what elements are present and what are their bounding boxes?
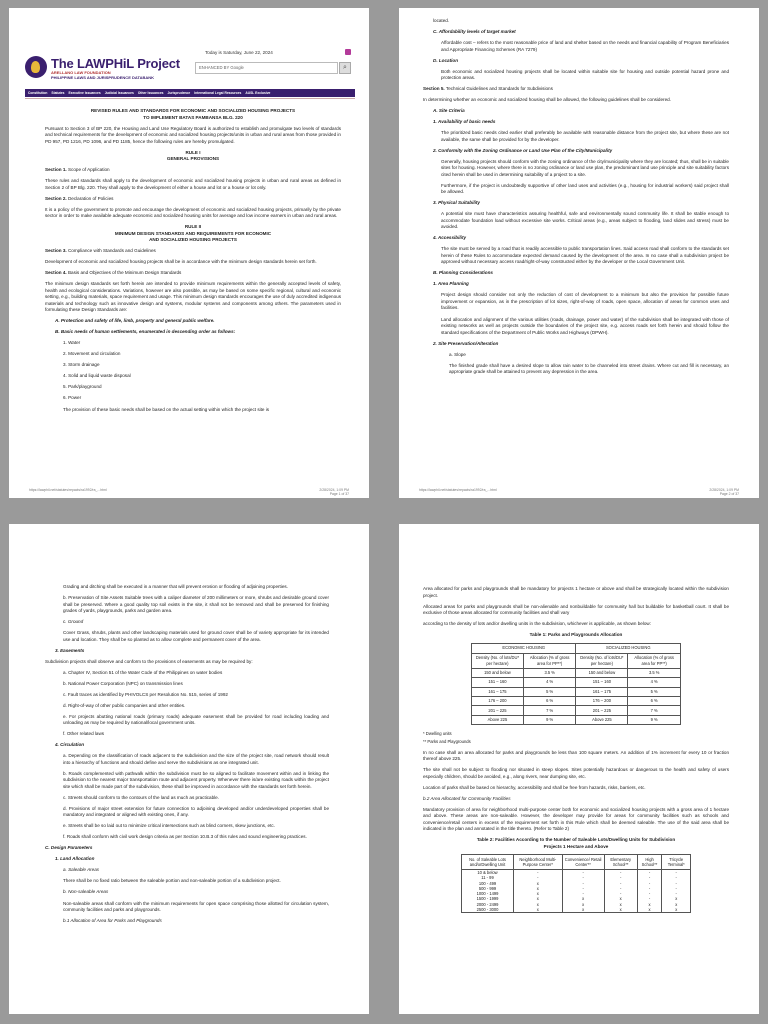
table-cell: x: [514, 907, 563, 913]
site-header: [25, 46, 355, 90]
table-cell: -: [562, 886, 604, 891]
table-cell: -: [662, 869, 691, 875]
table-cell: -: [637, 881, 662, 886]
section-heading: Section 3. Compliance with Standards and Guidelines: [45, 248, 156, 254]
search-button[interactable]: ⌕: [339, 62, 351, 74]
rule-heading: RULE I: [185, 149, 201, 155]
paragraph: The site must be served by a road that is readily accessible to public transportation lines. Said access road shall conform to the standards set herein of these Rules to accommodate expected demand caused by the development of the area. In no case shall a subdivision project be approved without necessary access road/right-of-way constructed either by the developer or the Local Government Unit.: [441, 246, 729, 265]
home-icon[interactable]: [345, 49, 351, 55]
table-header: ECONOMIC HOUSING: [472, 644, 576, 653]
table-cell: -: [637, 875, 662, 880]
table-cell: x: [662, 902, 691, 907]
nav-item[interactable]: Executive Issuances: [68, 91, 101, 95]
brand-tagline: PHILIPPINE LAWS AND JURISPRUDENCE DATABANK: [51, 75, 155, 80]
list-item: 3. Storm drainage: [63, 362, 100, 368]
table-header: Convenience/ Retail Center**: [562, 855, 604, 870]
paragraph: b. Preservation of Site Assets Suitable trees with a caliper diameter of 200 millimeters or more, shrubs and desirable ground cover shall be preserved. Where a good quality top soil exists in the site, it shall not be removed and shall be preserved for finishing grades of yards, playgrounds, parks and garden area.: [63, 595, 329, 614]
table-header: Allocation (% of gross area for PP**): [628, 653, 681, 668]
table-cell: 201 – 225: [576, 706, 628, 715]
paragraph: It is a policy of the government to promote and encourage the development of economic and socialized housing projects, primarily by the private sector in order to make available adequate economic and socialized housing units for average and low income earners in urban and rural areas.: [45, 206, 341, 219]
doc-title: REVISED RULES AND STANDARDS FOR ECONOMIC AND SOCIALIZED HOUSING PROJECTS: [90, 108, 296, 113]
subheading: 1. Availability of basic needs: [433, 119, 496, 125]
list-item: d. Right-of-way of other public companies and other entities.: [63, 702, 186, 708]
parks-allocation-table: [471, 643, 681, 725]
subheading: 1. Area Planning: [433, 281, 469, 287]
list-item: c. Streets should conform to the contours of the land as much as practicable.: [63, 794, 220, 800]
list-item: 4. Solid and liquid waste disposal: [63, 373, 131, 379]
page-footer: [419, 488, 739, 496]
brand-subtitle: ARELLANO LAW FOUNDATION: [51, 70, 111, 75]
list-item: 5. Park/playground: [63, 384, 102, 390]
list-item: a. Depending on the classification of roads adjacent to the subdivision and the size of the project site, road network should result into a hierarchy of functions and should define and serve the subdivisions as one integrated unit.: [63, 753, 329, 765]
paragraph: Area allocated for parks and playgrounds shall be mandatory for projects 1 hectare or above and shall be strategically located within the subdivision project.: [423, 586, 729, 598]
table-cell: 2000 - 2499: [462, 902, 514, 907]
subheading: B. Planning Considerations: [433, 270, 493, 276]
list-item: f. Other related laws: [63, 731, 105, 737]
subheading: 3. Physical Suitability: [433, 200, 480, 206]
table-cell: Above 225: [576, 715, 628, 724]
list-item: e. Streets shall be so laid out to minimize critical intersections such as blind corners, skew junctions, etc.: [63, 823, 275, 829]
page-4-body: [423, 586, 729, 913]
table-cell: x: [562, 896, 604, 901]
paragraph: Both economic and socialized housing projects shall be located within suitable site for housing and outside potential hazard prone and protection areas.: [441, 68, 729, 81]
table-cell: x: [662, 907, 691, 913]
table-cell: x: [514, 886, 563, 891]
paragraph: The finished grade shall have a desired slope to allow rain water to be channeled into street drains. Where cut and fill is necessary, an appropriate grade shall be attained to prevent any depression in the area.: [449, 362, 729, 375]
table-cell: x: [604, 907, 637, 913]
table-body: [462, 869, 691, 913]
table-cell: 1000 - 1499: [462, 891, 514, 896]
table-header: Density (No. of lots/DU* per hectare): [576, 653, 628, 668]
paragraph: Cover Grass, shrubs, plants and other landscaping materials used for ground cover shall be of variety appropriate for its intended use and location. They shall be so planted as to allow complete and permanent cover of the area.: [63, 630, 329, 642]
table-header: Allocation (% of gross area for PP**): [523, 653, 576, 668]
subheading: A. Protection and safety of life, limb, property and general public welfare.: [55, 318, 215, 324]
paragraph: Location of parks shall be based on hierarchy, accessibility and shall be free from hazards, risks, barriers, etc.: [423, 784, 646, 790]
list-item: e. For projects abutting national roads (primary roads) adequate easement shall be provided for road including loading and unloading as may be required by national/local government units.: [63, 713, 329, 726]
table-cell: 176 – 200: [576, 696, 628, 705]
subheading: 2. Conformity with the Zoning Ordinance or Land Use Plan of the City/Municipality: [433, 147, 613, 153]
paragraph: The provision of these basic needs shall be based on the actual setting within which the project site is: [63, 406, 270, 412]
table-cell: 150 and below: [576, 668, 628, 677]
table-cell: -: [562, 869, 604, 875]
footer-page: Page 2 of 37: [719, 492, 739, 496]
table-title: Table 1: Parks and Playgrounds Allocation: [529, 632, 623, 638]
table-cell: -: [637, 886, 662, 891]
table-cell: -: [637, 896, 662, 901]
nav-item[interactable]: Statutes: [51, 91, 65, 95]
today-date: Today is Saturday, June 22, 2024: [205, 50, 273, 55]
list-item: f. Roads shall conform with civil work design criteria as per Section 10.B.3 of this rules and sound engineering practices.: [63, 834, 307, 840]
footer-date: 2/28/2024, 1:09 PM: [709, 488, 739, 492]
lawphil-logo-icon[interactable]: [25, 56, 47, 78]
table-cell: 151 – 160: [472, 678, 524, 687]
subheading: B. Basic needs of human settlements, enumerated in descending order as follows:: [55, 329, 236, 335]
paragraph: according to the density of lots and/or dwelling units in the subdivision, whichever is applicable, as shown below:: [423, 621, 652, 627]
subheading: 4. Circulation: [55, 742, 85, 748]
table-cell: -: [637, 869, 662, 875]
nav-item[interactable]: Constitution: [28, 91, 48, 95]
page-2-body: [423, 18, 729, 380]
subheading: C. Affordability levels of target market: [433, 29, 516, 35]
table-cell: 4 %: [628, 678, 681, 687]
table-header: Density (No. of lots/DU* per hectare): [472, 653, 524, 668]
table-cell: 100 - 499: [462, 881, 514, 886]
rule-title: GENERAL PROVISIONS: [166, 156, 220, 162]
table-header: Tricycle Terminal*: [662, 855, 691, 870]
footer-url[interactable]: https://lawphil.net/statutes/repacts/ra1992/ra_...html: [29, 488, 107, 492]
table-cell: 150 and below: [472, 668, 524, 677]
list-item: 2. Movement and circulation: [63, 351, 121, 357]
paragraph: The minimum design standards set forth herein are intended to provide minimum requirements within the generally accepted levels of safety, health and ecological considerations. Variations, however are also possible, as may be based on some specific regional, cultural and economic setting, e.g., building materials, space requirement and usage. This minimum design standards encourages the use of duly accredited indigenous materials and technology such as innovative design and systems, modular systems and components among others. The parameters used in formulating these Design Standards are:: [45, 281, 341, 313]
list-item: a. Slope: [449, 351, 466, 357]
table-cell: x: [662, 896, 691, 901]
table-cell: 151 – 160: [576, 678, 628, 687]
table-cell: x: [514, 896, 563, 901]
table-cell: 6 %: [523, 696, 576, 705]
paragraph: Grading and ditching shall be executed in a manner that will prevent erosion or flooding of adjoining properties.: [63, 584, 288, 589]
table-cell: -: [514, 875, 563, 880]
subheading: 1. Land Allocation: [55, 856, 95, 862]
paragraph: These rules and standards shall apply to the development of economic and socialized housing projects in urban and rural areas as defined in Section 2 of BP Blg. 220. They shall apply to the development of either a house and lot or a house or lot only.: [45, 178, 341, 190]
list-item: b. National Power Corporation (NPC) on transmission lines: [63, 680, 183, 686]
paragraph: Land allocation and alignment of the various utilities (roads, drainage, power and water) of the subdivision shall be integrated with those of existing networks as well as projects outside the boundaries of the project site, e.g. access roads set forth herein and should follow the standard specifications of the Department of Public Works and Highways (DPWH).: [441, 316, 729, 335]
table-cell: 5 %: [523, 687, 576, 696]
table-cell: 9 %: [523, 715, 576, 724]
table-row: [472, 687, 681, 696]
section-heading: Section 5. Technical Guidelines and Standards for Subdivisions: [423, 86, 553, 92]
section-heading: Section 2. Declaration of Policies: [45, 195, 114, 201]
subheading: a. Saleable Areas: [63, 867, 100, 873]
subheading: b.1 Allocation of Area for Parks and Playgrounds: [63, 918, 162, 924]
table-header: Elementary School**: [604, 855, 637, 870]
table-cell: -: [662, 886, 691, 891]
subheading: b. Non-saleable Areas: [63, 889, 109, 895]
nav-bar: [25, 89, 355, 97]
table-cell: -: [604, 875, 637, 880]
subheading: D. Location: [433, 57, 459, 63]
paragraph: Subdivision projects shall observe and conform to the provisions of easements as may be required by:: [45, 658, 253, 664]
table-row: [472, 706, 681, 715]
table-cell: 176 – 200: [472, 696, 524, 705]
subheading: b.2 Area Allocated for Community Facilities: [423, 795, 511, 801]
table-cell: 9 %: [628, 715, 681, 724]
table-cell: 161 – 175: [472, 687, 524, 696]
table-cell: 3.5 %: [628, 668, 681, 677]
table-cell: -: [662, 875, 691, 880]
table-cell: x: [562, 907, 604, 913]
table-cell: x: [562, 902, 604, 907]
table-title-2: Projects 1 Hectare and Above: [543, 843, 609, 849]
search-input[interactable]: ENHANCED BY Google: [195, 62, 338, 74]
facilities-table: [461, 854, 691, 913]
list-item: 6. Power: [63, 395, 82, 401]
table-cell: 11 - 99: [462, 875, 514, 880]
paragraph: In no case shall an area allocated for parks and playgrounds be less than 100 square meters. An addition of 1% increment for every 10 or fraction thereof above 225.: [423, 749, 729, 762]
page-3-body: [45, 584, 329, 929]
paragraph: The prioritized basic needs cited earlier shall preferably be available with reasonable distance from the project site, but where these are not available, the same shall be provided for by the developer.: [441, 130, 729, 142]
subheading: C. Design Parameters: [45, 845, 93, 851]
paragraph: Generally, housing projects should conform with the zoning ordinance of the city/municipality where they are located; thus, shall be in suitable sites for housing. However, where there is no zoning ordinance or land use plan, the predominant land use principle and site suitability factors cited herein shall be used in determining suitability of a project to a site.: [441, 158, 729, 177]
document-page-4: [399, 524, 759, 1014]
table-title: Table 2: Facilities According to the Number of Saleable Lots/Dwelling Units for Subdivision: [476, 837, 676, 843]
table-cell: 4 %: [523, 678, 576, 687]
table-cell: 6 %: [628, 696, 681, 705]
rule-title-2: AND SOCIALIZED HOUSING PROJECTS: [149, 237, 237, 243]
paragraph: Pursuant to Section 3 of BP 220, the Housing and Land Use Regulatory Board is authorized to establish and promulgate two levels of standards and technical requirements for the development of economic and socialized housing projects/units in urban and rural areas from those provided in PD 957, PD 1216, PD 1096, and PD 1185, hence the following rules are hereby promulgated.: [45, 125, 341, 144]
table-cell: 7 %: [523, 706, 576, 715]
paragraph: Project design should consider not only the reduction of cost of development to a minimum but also the provision for possible future improvement or expansion, as in the prescription of lot sizes, right-of-way of roads, open space, allocation of areas for common uses and facilities.: [441, 292, 729, 311]
table-cell: x: [604, 896, 637, 901]
table-cell: 1500 - 1999: [462, 896, 514, 901]
nav-item[interactable]: Other Issuances: [137, 91, 164, 95]
footer-date: 2/28/2024, 1:09 PM: [319, 488, 349, 492]
brand-title[interactable]: The LAWPHiL Project: [51, 56, 180, 71]
document-page-1: [9, 8, 369, 498]
nav-item[interactable]: International Legal Resources: [194, 91, 242, 95]
footnote: * Dwelling units: [423, 731, 452, 737]
table-cell: 3.5 %: [523, 668, 576, 677]
rule-heading: RULE II: [184, 224, 202, 230]
table-row: [472, 696, 681, 705]
list-item: c. Fault traces as identified by PHIVOLCS per Resolution No. 515, series of 1992: [63, 691, 228, 697]
table-cell: 2500 - 3000: [462, 907, 514, 913]
list-item: a. Chapter IV, Section 51 of the Water Code of the Philippines on water bodies: [63, 669, 223, 675]
subheading: A. Site Criteria: [433, 108, 465, 114]
table-cell: 500 - 999: [462, 886, 514, 891]
nav-item[interactable]: Jurisprudence: [167, 91, 191, 95]
subheading: c. Ground: [63, 619, 84, 625]
table-cell: 161 – 175: [576, 687, 628, 696]
subheading: 4. Accessibility: [433, 235, 467, 241]
footer-page: Page 1 of 37: [329, 492, 349, 496]
rule-title: MINIMUM DESIGN STANDARDS AND REQUIREMENTS FOR ECONOMIC: [114, 230, 272, 236]
table-cell: x: [604, 902, 637, 907]
table-header: No. of Saleable Lots and/orDwelling Unit: [462, 855, 514, 870]
paragraph: Mandatory provision of area for neighborhood multi-purpose center both for economic and socialized housing projects with a gross area of 1 hectare and above. These areas are non-saleable. However, the developer may provide for areas for community facilities such as schools and convenience/retail centers in excess of the requirement set forth in this Rule which shall be deemed saleable. The use of the said area shall be indicated in the plan and annotated in the title thereto. (Refer to Table 2): [423, 806, 729, 832]
table-header: SOCIALIZED HOUSING: [576, 644, 681, 653]
table-cell: -: [562, 881, 604, 886]
table-row: [462, 907, 691, 913]
table-cell: x: [514, 881, 563, 886]
doc-title-2: TO IMPLEMENT BATAS PAMBANSA BLG. 220: [143, 114, 243, 120]
document-page-2: [399, 8, 759, 498]
table-header: Neighborhood Multi-Purpose Center*: [514, 855, 563, 870]
nav-item[interactable]: AUSL Exclusive: [245, 91, 271, 95]
paragraph: In determining whether an economic and socialized housing shall be allowed, the following guidelines shall be considered.: [423, 97, 671, 103]
page-footer: [29, 488, 349, 496]
table-cell: -: [662, 881, 691, 886]
subheading: 3. Easements: [55, 647, 85, 653]
list-item: 1. Water: [63, 340, 81, 346]
footer-url[interactable]: https://lawphil.net/statutes/repacts/ra1992/ra_...html: [419, 488, 497, 492]
table-cell: -: [562, 891, 604, 896]
table-row: [472, 668, 681, 677]
paragraph: Furthermore, if the project is undoubtedly supportive of other land uses and activities (e.g., housing for industrial workers) said project shall be allowed.: [441, 182, 729, 195]
table-cell: -: [662, 891, 691, 896]
table-cell: -: [604, 891, 637, 896]
table-cell: Above 225: [472, 715, 524, 724]
table-cell: x: [514, 902, 563, 907]
section-heading: Section 1. Scope of Application: [45, 167, 110, 173]
paragraph: Affordable cost – refers to the most reasonable price of land and shelter based on the needs and financial capability of Program Beneficiaries and Appropriate Financing Schemes (RA 7279): [441, 40, 729, 52]
table-cell: x: [514, 891, 563, 896]
paragraph: located.: [433, 18, 450, 23]
table-cell: -: [604, 886, 637, 891]
footnote: ** Parks and Playgrounds: [423, 739, 471, 745]
paragraph: Development of economic and socialized housing projects shall be in accordance with the minimum design standards herein set forth.: [45, 259, 317, 265]
table-cell: 10 & below: [462, 869, 514, 875]
paragraph: Allocated areas for parks and playgrounds shall be non-alienable and nonbuildable for community hall but buildable for basketball court. It shall be exclusive of those areas allocated for community facilities and shall vary: [423, 603, 729, 616]
table-cell: -: [562, 875, 604, 880]
list-item: d. Provisions of major street extension for future connection to adjoining developed and/or underdeveloped properties shall be mandatory and integrated or aligned with existing ones, if any.: [63, 805, 329, 818]
table-row: [472, 678, 681, 687]
paragraph: The site shall not be subject to flooding nor situated in steep slopes. Sites potentially hazardous or dangerous to the health and safety of users especially children, should be avoided, e.g., along rivers, near dumping site, etc.: [423, 767, 729, 779]
table-cell: 7 %: [628, 706, 681, 715]
table-cell: -: [514, 869, 563, 875]
table-cell: -: [604, 869, 637, 875]
table-cell: x: [637, 902, 662, 907]
table-cell: 5 %: [628, 687, 681, 696]
table-cell: x: [637, 907, 662, 913]
table-header: High School**: [637, 855, 662, 870]
page-1-body: [45, 108, 341, 418]
paragraph: Non-saleable areas shall conform with the minimum requirements for open space comprising those allotted for circulation system, community facilities and parks and playgrounds.: [63, 900, 329, 913]
list-item: b. Roads complemented with pathwalk within the subdivision must be so aligned to facilitate movement within and in linking the subdivision to the nearest major transportation route and adjacent property. Whenever there is/are existing roads within the project site which shall be made part of the subdivision, these shall be improved in accordance with the standards set forth herein.: [63, 770, 329, 789]
table-row: [472, 715, 681, 724]
subheading: 2. Site Preservation/Alteration: [433, 340, 499, 346]
nav-item[interactable]: Judicial Issuances: [104, 91, 134, 95]
table-cell: -: [637, 891, 662, 896]
table-body: [472, 668, 681, 724]
paragraph: There shall be no fixed ratio between the saleable portion and non-saleable portion of a subdivision project.: [63, 878, 281, 884]
table-cell: -: [604, 881, 637, 886]
header-divider: [25, 98, 355, 99]
table-cell: 201 – 225: [472, 706, 524, 715]
paragraph: A potential site must have characteristics assuring healthful, safe and environmentally sound community life. It shall be stable enough to accommodate foundation load without excessive site works. Critical areas (e.g., areas subject to flooding, land slides and stress) must be avoided.: [441, 211, 729, 230]
section-heading: Section 4. Basis and Objectives of the Minimum Design Standards: [45, 270, 182, 276]
document-page-3: [9, 524, 369, 1014]
